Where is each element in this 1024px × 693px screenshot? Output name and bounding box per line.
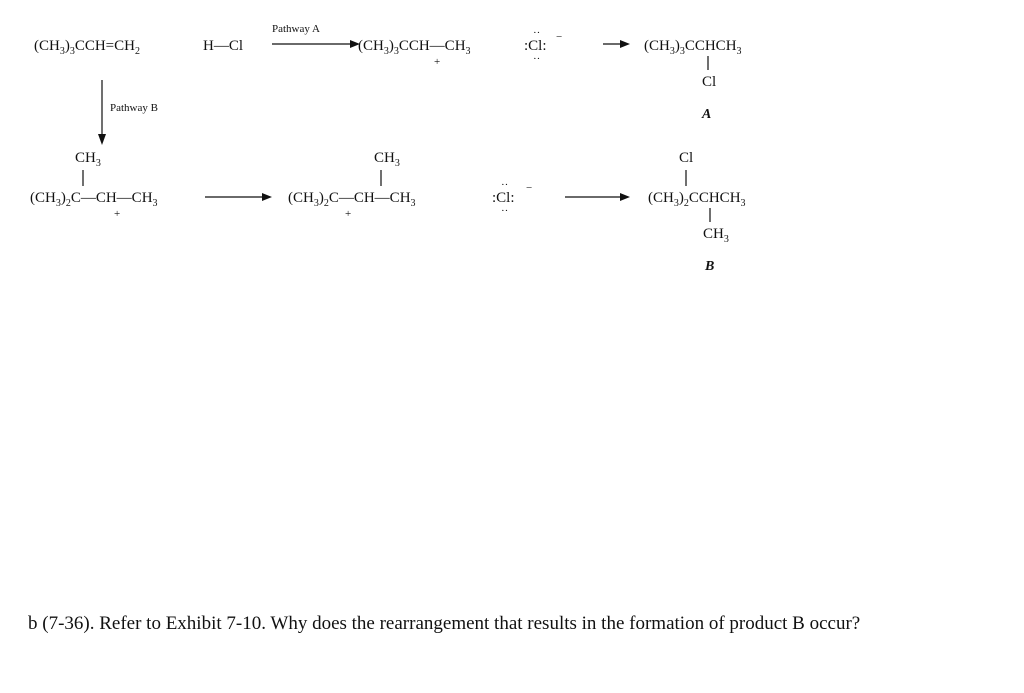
product-b-methyl: $CH_3$ (703, 226, 729, 245)
chloride-2-charge: − (526, 182, 533, 194)
cation-a-plus: + (434, 56, 441, 68)
cation-b1-formula: $(CH_3)_2C—CH—CH_3$ (30, 190, 158, 209)
product-b-formula: $(CH_3)_2CCHCH_3$ (648, 190, 746, 209)
chloride-2-dots-top: ·· (501, 179, 509, 191)
chloride-a-arrowhead (620, 40, 630, 48)
chloride-1-charge: − (556, 31, 563, 43)
product-b-label: B (705, 259, 715, 274)
chloride-b-arrowhead (620, 193, 630, 201)
pathway-a-label: Pathway A (272, 23, 320, 35)
chloride-2-dots-bottom: ·· (501, 205, 509, 217)
pathway-b-label: Pathway B (110, 102, 158, 114)
reagent-hcl: H—Cl (203, 38, 244, 54)
cation-b1-plus: + (114, 208, 121, 220)
question-text: b (7-36). Refer to Exhibit 7-10. Why does the rearrangement that results in the formation of product B occur? (28, 613, 861, 634)
product-a-formula: $(CH_3)_3CCHCH_3$ (644, 38, 742, 57)
reactant-formula: $(CH_3)_3CCH=CH_2$ (34, 38, 140, 57)
cation-b2-methyl: $CH_3$ (374, 150, 400, 169)
chloride-ion-1: :Cl: (524, 38, 547, 54)
product-b-cl: Cl (679, 150, 694, 166)
product-a-cl: Cl (702, 74, 717, 90)
chloride-1-dots-top: ·· (533, 27, 541, 39)
cation-a-formula: $(CH_3)_3CCH—CH_3$ (358, 38, 471, 57)
shift-arrowhead (262, 193, 272, 201)
product-a-label: A (702, 107, 712, 122)
chloride-ion-2: :Cl: (492, 190, 515, 206)
cation-b2-formula: $(CH_3)_2C—CH—CH_3$ (288, 190, 416, 209)
pathway-b-arrowhead (98, 134, 106, 145)
chloride-1-dots-bottom: ·· (533, 53, 541, 65)
cation-b1-methyl: $CH_3$ (75, 150, 101, 169)
cation-b2-plus: + (345, 208, 352, 220)
